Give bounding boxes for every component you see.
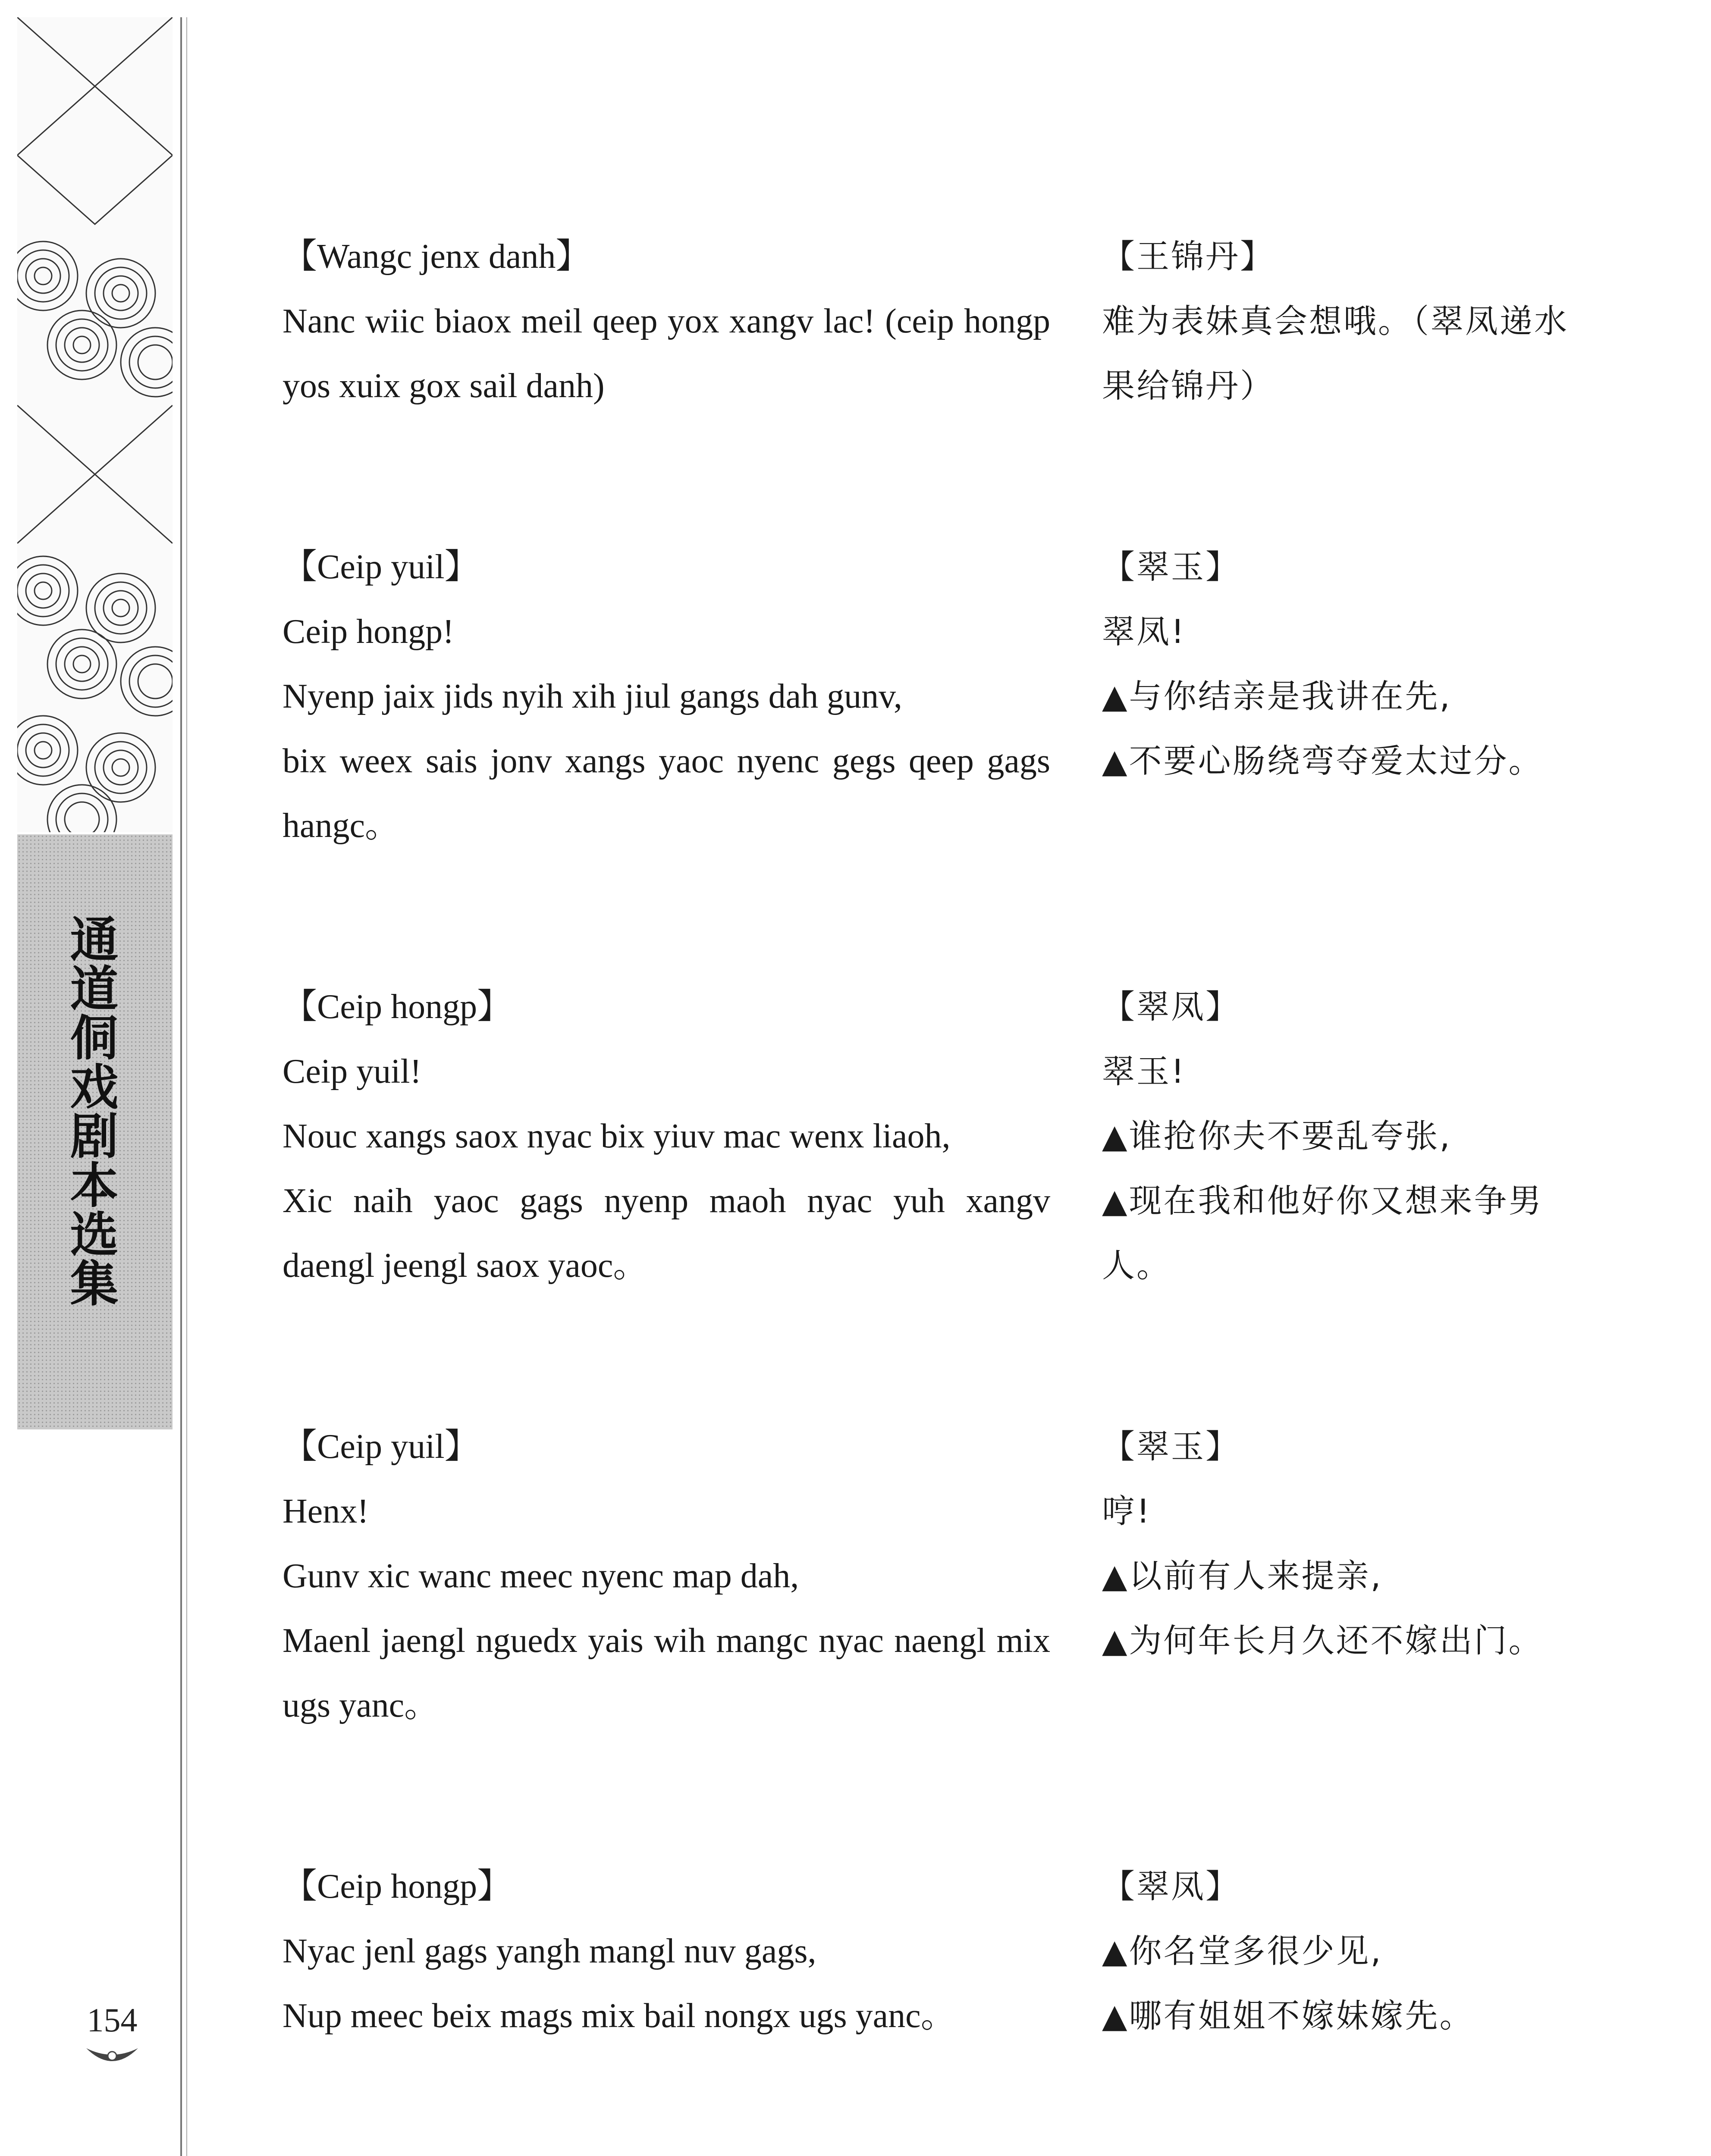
dialogue-line: Maenl jaengl nguedx yais wih mangc nyac naengl mix ugs yanc。 (283, 1622, 1059, 1724)
speaker-label: 【Ceip hongp】 (283, 1868, 512, 1905)
dong-text (283, 1854, 1050, 2048)
dialogue-line: ▲与你结亲是我讲在先, (1102, 677, 1452, 715)
speaker-label: 【Ceip yuil】 (283, 548, 479, 586)
book-title: 通道侗戏剧本选集 (62, 914, 118, 1307)
speaker-label: 【翠玉】 (1102, 548, 1240, 586)
dialogue-line: Gunv xic wanc meec nyenc map dah, (283, 1557, 799, 1595)
dialogue-line: Nanc wiic biaox meil qeep yox xangv lac! (ceip hongp yos xuix gox sail danh) (283, 302, 1059, 405)
dialogue-block (283, 535, 1576, 858)
dialogue-block (283, 1414, 1576, 1738)
dialogue-line: ▲不要心肠绕弯夺爱太过分。 (1102, 742, 1543, 780)
margin-rule-thin (186, 17, 187, 2156)
dialogue-block (283, 224, 1576, 418)
dialogue-line: 哼! (1102, 1492, 1152, 1530)
dialogue-line: 翠凤! (1102, 612, 1186, 651)
dialogue-line: bix weex sais jonv xangs yaoc nyenc gegs qeep gags hangc。 (283, 742, 1059, 845)
dialogue-block (283, 975, 1576, 1298)
speaker-label: 【Wangc jenx danh】 (283, 238, 590, 276)
dialogue-line: Ceip hongp! (283, 613, 454, 651)
dong-text (283, 224, 1059, 418)
chinese-text (1102, 1854, 1576, 2048)
dialogue-line: 难为表妹真会想哦。（翠凤递水果给锦丹） (1102, 302, 1569, 405)
dialogue-line: Nup meec beix mags mix bail nongx ugs yanc。 (283, 1997, 955, 2035)
dialogue-line: Xic naih yaoc gags nyenp maoh nyac yuh xangv daengl jeengl saox yaoc。 (283, 1182, 1059, 1285)
dialogue-line: Ceip yuil! (283, 1053, 422, 1091)
dialogue-block (283, 1854, 1576, 2048)
chinese-text (1102, 535, 1576, 858)
dialogue-line: ▲你名堂多很少见, (1102, 1932, 1383, 1970)
chinese-text (1102, 224, 1576, 418)
dong-text (283, 1414, 1059, 1738)
dialogue-line: Nyac jenl gags yangh mangl nuv gags, (283, 1932, 816, 1970)
dialogue-line: ▲以前有人来提亲, (1102, 1557, 1383, 1595)
chinese-text (1102, 1414, 1576, 1738)
chinese-text (1102, 975, 1576, 1298)
dialogue-line: ▲现在我和他好你又想来争男人。 (1102, 1181, 1543, 1285)
speaker-label: 【王锦丹】 (1102, 237, 1275, 276)
dialogue-line: Nouc xangs saox nyac bix yiuv mac wenx liaoh, (283, 1117, 951, 1155)
dialogue-line: 翠玉! (1102, 1052, 1186, 1091)
dialogue-line: Henx! (283, 1492, 369, 1530)
page-ornament-icon (82, 2044, 142, 2074)
dong-text (283, 535, 1059, 858)
dialogue-line: ▲谁抢你夫不要乱夸张, (1102, 1117, 1452, 1155)
dialogue-line: ▲哪有姐姐不嫁妹嫁先。 (1102, 1996, 1474, 2035)
speaker-label: 【翠凤】 (1102, 987, 1240, 1026)
dong-text (283, 975, 1059, 1298)
script-content (283, 224, 1576, 2156)
dialogue-line: ▲为何年长月久还不嫁出门。 (1102, 1621, 1543, 1660)
speaker-label: 【Ceip yuil】 (283, 1428, 479, 1466)
margin-rule (180, 17, 182, 2156)
speaker-label: 【翠玉】 (1102, 1427, 1240, 1466)
dialogue-line: Nyenp jaix jids nyih xih jiul gangs dah gunv, (283, 677, 902, 715)
cloud-pattern-decoration (17, 17, 173, 832)
left-margin (0, 0, 190, 2156)
page-number: 154 (87, 2001, 138, 2039)
speaker-label: 【翠凤】 (1102, 1867, 1240, 1905)
speaker-label: 【Ceip hongp】 (283, 988, 512, 1026)
